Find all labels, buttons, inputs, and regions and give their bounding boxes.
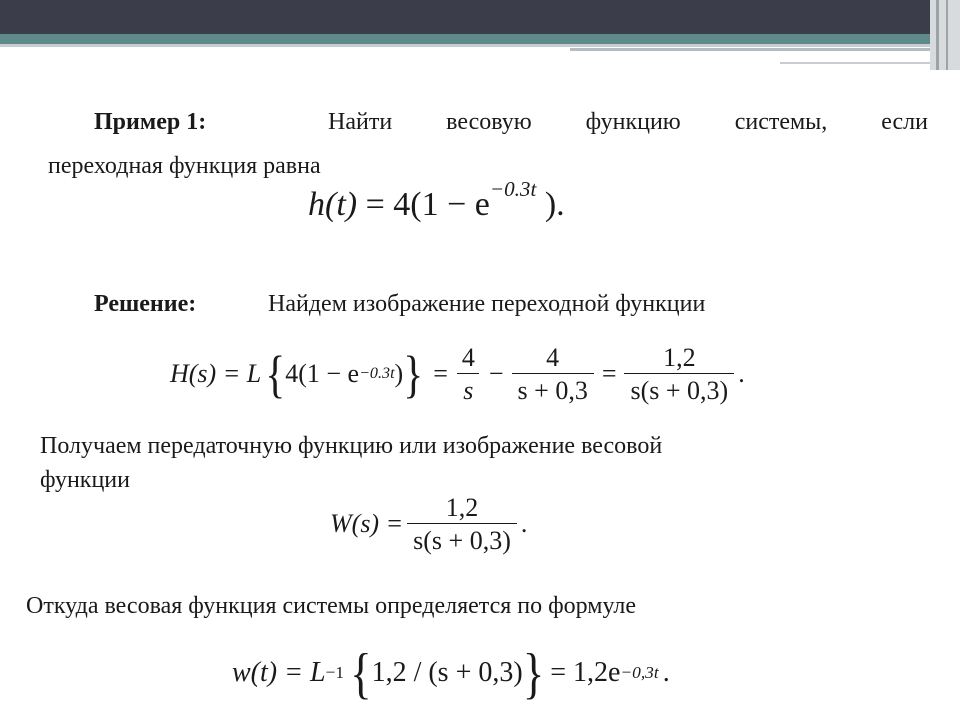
header-line-light [0, 44, 930, 47]
transfer-formula-end: . [520, 509, 528, 538]
header-line-accent-2 [780, 62, 930, 64]
header-bar-teal [0, 34, 930, 44]
weight-formula: w(t) = L −1 { 1,2 / (s + 0,3) } = 1,2e −0,3t . [232, 641, 670, 705]
fraction-denominator: s + 0,3 [512, 373, 594, 406]
transfer-fraction [407, 493, 517, 556]
fraction-4-over-s-plus [512, 343, 594, 406]
solution-formula-end: . [738, 359, 745, 388]
example-formula-tail: ). [544, 186, 565, 223]
header-bar-right-stripe [936, 0, 939, 70]
fraction-4-over-s [456, 343, 481, 406]
transfer-text-line2: функции [40, 467, 130, 493]
solution-formula-eq1: = [433, 359, 448, 388]
example-formula-exp: −0.3t [489, 177, 537, 202]
header-line-accent [570, 48, 930, 51]
fraction-numerator: 4 [461, 342, 475, 372]
weight-formula-brace-close: } [522, 641, 545, 705]
fraction-numerator: 1,2 [445, 492, 479, 522]
transfer-formula-lhs: W(s) = [330, 509, 404, 538]
solution-formula-inner-close: ) [394, 359, 404, 388]
example-text-line1: Найти весовую функцию системы, если [328, 109, 928, 135]
solution-formula: H(s) = L { 4(1 − e −0.3t ) } = $\frac{4}{s}$ − $\frac{4}{s + 0,3}$ = $\frac{1,2}{s(s + 0,3)}$ . [170, 342, 745, 405]
header-bar-right-stripe-2 [946, 0, 948, 70]
example-formula-body: 4(1 − e [393, 186, 490, 223]
solution-text: Найдем изображение переходной функции [268, 291, 706, 317]
header-bar-dark [0, 0, 930, 34]
header-bar-right-block [930, 0, 960, 70]
weight-formula-rhs: = 1,2e [550, 657, 621, 688]
fraction-denominator: s(s + 0,3) [407, 523, 517, 556]
solution-formula-minus: − [488, 359, 504, 388]
weight-formula-end: . [662, 657, 670, 688]
weight-formula-brace-open: { [350, 641, 372, 705]
weight-formula-inner: 1,2 / (s + 0,3) [371, 657, 523, 688]
fraction-numerator: 1,2 [663, 342, 696, 372]
solution-formula-eq2: = [601, 359, 617, 388]
fraction-denominator: s [457, 373, 479, 406]
solution-formula-inner: 4(1 − e [285, 359, 360, 388]
solution-formula-brace-close: } [403, 345, 424, 403]
example-label: Пример 1: [94, 109, 207, 135]
transfer-text-line1: Получаем передаточную функцию или изображение весовой [40, 433, 663, 459]
transfer-formula [330, 484, 527, 564]
fraction-result [624, 343, 734, 406]
fraction-denominator: s(s + 0,3) [624, 373, 734, 406]
example-formula-eq: = [365, 186, 385, 223]
example-text-line2: переходная функция равна [48, 153, 321, 179]
solution-formula-brace-open: { [265, 345, 286, 403]
example-formula-lhs: h(t) [308, 186, 358, 223]
example-formula [308, 177, 565, 224]
weight-text: Откуда весовая функция системы определяется по формуле [26, 593, 637, 619]
weight-formula-lhs: w(t) = L [232, 657, 326, 688]
solution-label: Решение: [94, 291, 197, 317]
fraction-numerator: 4 [546, 342, 560, 372]
solution-formula-lhs: H(s) = L [170, 359, 262, 388]
